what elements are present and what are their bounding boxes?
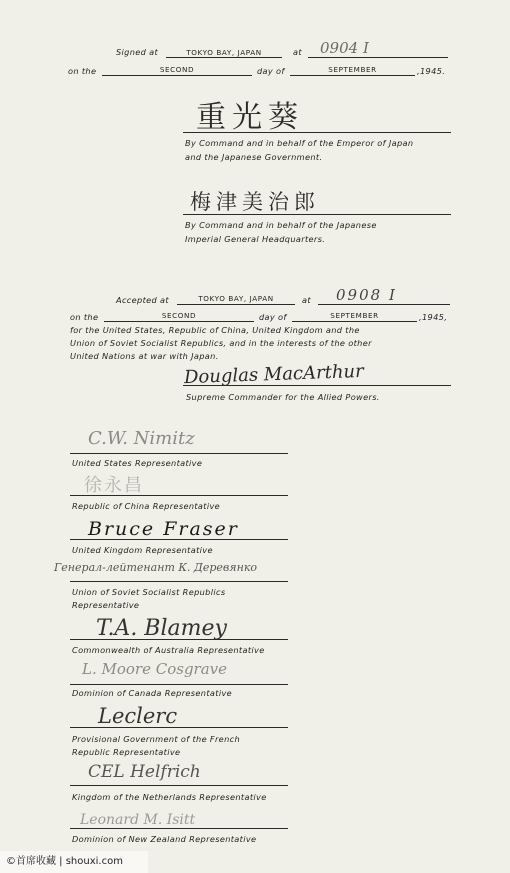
sig-line-canada xyxy=(70,684,288,685)
accept-day-underline xyxy=(104,321,254,322)
accept-para-1: for the United States, Republic of China, United Kingdom and the xyxy=(70,325,360,335)
rep-label-canada: Dominion of Canada Representative xyxy=(72,688,233,698)
sig-line-supreme xyxy=(183,385,451,386)
sig-line-france xyxy=(70,727,288,728)
signature-macarthur: Douglas MacArthur xyxy=(183,360,365,389)
sig-line-japan-govt xyxy=(183,132,451,133)
signed-year: ,1945. xyxy=(417,66,446,76)
accept-para-2: Union of Soviet Socialist Republics, and in the interests of the other xyxy=(70,338,372,348)
accept-on-the: on the xyxy=(70,312,99,322)
signature-australia: T.A. Blamey xyxy=(96,616,227,641)
caption-japan-hq-2: Imperial General Headquarters. xyxy=(185,234,326,244)
caption-japan-govt-2: and the Japanese Government. xyxy=(185,152,323,162)
signature-netherlands: CEL Helfrich xyxy=(88,762,201,782)
time-underline xyxy=(308,57,448,58)
accept-time-underline xyxy=(318,304,450,305)
place-underline xyxy=(166,57,282,58)
rep-label-china: Republic of China Representative xyxy=(72,501,221,511)
signed-place: TOKYO BAY, JAPAN xyxy=(186,48,262,57)
sig-line-netherlands xyxy=(70,785,288,786)
sig-line-uk xyxy=(70,539,288,540)
accepted-at-label: Accepted at xyxy=(116,295,169,305)
sig-line-nz xyxy=(70,828,288,829)
accept-para-3: United Nations at war with Japan. xyxy=(70,351,219,361)
rep-label-australia: Commonwealth of Australia Representative xyxy=(72,645,265,655)
signature-ussr: Генерал-лейтенант К. Деревянко xyxy=(54,561,258,574)
signature-nimitz: C.W. Nimitz xyxy=(88,428,195,449)
accepted-at-word: at xyxy=(302,295,311,305)
rep-label-uk: United Kingdom Representative xyxy=(72,545,213,555)
rep-label-france-2: Republic Representative xyxy=(72,747,181,757)
signed-day: SECOND xyxy=(159,65,195,74)
caption-japan-govt-1: By Command and in behalf of the Emperor of Japan xyxy=(185,138,414,148)
accept-place-underline xyxy=(177,304,295,305)
sig-line-us xyxy=(70,453,288,454)
accepted-month: SEPTEMBER xyxy=(330,311,379,320)
rep-label-netherlands: Kingdom of the Netherlands Representative xyxy=(72,792,267,802)
accept-day-of: day of xyxy=(259,312,287,322)
accept-month-underline xyxy=(292,321,417,322)
caption-supreme-commander: Supreme Commander for the Allied Powers. xyxy=(186,392,380,402)
sig-line-ussr xyxy=(70,581,288,582)
accepted-place: TOKYO BAY, JAPAN xyxy=(198,294,274,303)
accepted-day: SECOND xyxy=(161,311,197,320)
signature-uk: Bruce Fraser xyxy=(88,518,239,540)
sig-line-australia xyxy=(70,639,288,640)
signature-shigemitsu: 重光葵 xyxy=(196,100,304,135)
month-underline xyxy=(290,75,415,76)
signature-china: 徐永昌 xyxy=(84,475,144,496)
rep-label-france-1: Provisional Government of the French xyxy=(72,734,240,744)
accepted-year: ,1945, xyxy=(419,312,448,322)
watermark: ©首席收藏 | shouxi.com xyxy=(0,851,148,873)
caption-japan-hq-1: By Command and in behalf of the Japanese xyxy=(185,220,377,230)
signature-canada: L. Moore Cosgrave xyxy=(82,660,228,678)
day-of-label: day of xyxy=(257,66,285,76)
signed-time: 0904 I xyxy=(320,39,369,57)
accepted-time: 0908 I xyxy=(336,286,397,304)
signature-umezu: 梅津美治郎 xyxy=(190,190,320,214)
on-the-label: on the xyxy=(68,66,97,76)
signature-france: Leclerc xyxy=(98,704,178,728)
rep-label-nz: Dominion of New Zealand Representative xyxy=(72,834,257,844)
sig-line-china xyxy=(70,495,288,496)
signed-at-label: Signed at xyxy=(116,47,159,57)
signature-nz: Leonard M. Isitt xyxy=(80,812,196,828)
sig-line-japan-hq xyxy=(183,214,451,215)
day-underline xyxy=(102,75,252,76)
rep-label-ussr-2: Representative xyxy=(72,600,140,610)
rep-label-ussr-1: Union of Soviet Socialist Republics xyxy=(72,587,226,597)
signed-at-word: at xyxy=(293,47,302,57)
signed-month: SEPTEMBER xyxy=(328,65,377,74)
rep-label-us: United States Representative xyxy=(72,458,203,468)
